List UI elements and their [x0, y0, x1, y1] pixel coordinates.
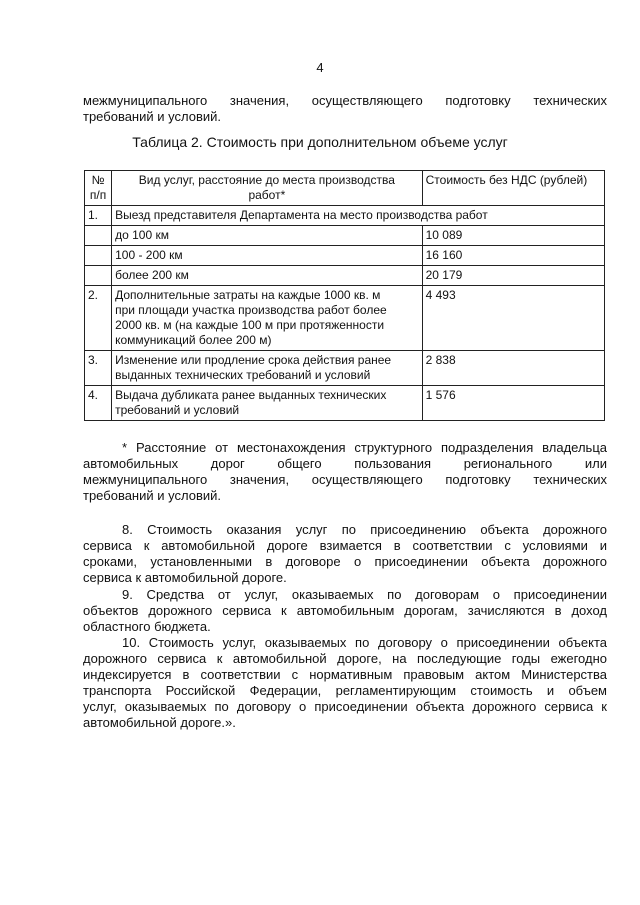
header-service-type-line: работ*	[248, 188, 286, 202]
row-service-line: коммуникаций более 200 м)	[115, 333, 272, 347]
header-number-line: п/п	[89, 188, 107, 202]
distance-label: более 200 км	[112, 266, 423, 286]
row-number: 1.	[85, 206, 112, 226]
header-number-line: №	[91, 173, 105, 187]
paragraph-line: сервиса к автомобильной дороге.	[83, 570, 287, 585]
row-service-line: требований и условий	[115, 403, 240, 417]
row-service-line: Дополнительные затраты на каждые 1000 кв. м	[115, 288, 381, 302]
row-number-empty	[85, 226, 112, 246]
table-subrow	[85, 246, 605, 266]
table-title: Таблица 2. Стоимость при дополнительном объеме услуг	[132, 134, 508, 150]
row-service	[112, 286, 423, 351]
footnote	[83, 440, 607, 504]
row-number-empty	[85, 246, 112, 266]
paragraph-line: 9. Средства от услуг, оказываемых по договорам о присоединении	[122, 587, 607, 602]
paragraph-line: услуг, оказываемых по договору о присоединении объекта дорожного сервиса к	[83, 699, 607, 714]
intro-paragraph	[83, 93, 607, 125]
table-row	[85, 286, 605, 351]
paragraph-8	[83, 522, 607, 586]
table-header-row	[85, 171, 605, 206]
footnote-line: автомобильных дорог общего пользования регионального или	[83, 456, 607, 471]
row-service: Выезд представителя Департамента на место производства работ	[112, 206, 605, 226]
header-service-type-line: Вид услуг, расстояние до места производства	[138, 173, 395, 187]
page-number: 4	[316, 60, 324, 75]
row-number: 2.	[85, 286, 112, 351]
paragraph-line: сервиса к автомобильной дороге взимается в соответствии с условиями и	[83, 538, 607, 553]
paragraph-line: транспорта Российской Федерации, регламентирующим стоимость и объем	[83, 683, 607, 698]
cost-value: 4 493	[422, 286, 604, 351]
row-service-line: при площади участка производства работ более	[115, 303, 387, 317]
paragraph-10	[83, 635, 607, 731]
distance-label: 100 - 200 км	[112, 246, 423, 266]
row-number: 4.	[85, 386, 112, 421]
paragraph-9	[83, 587, 607, 635]
table-row	[85, 386, 605, 421]
distance-label: до 100 км	[112, 226, 423, 246]
cost-value: 16 160	[422, 246, 604, 266]
intro-line: требований и условий.	[83, 109, 221, 124]
paragraph-line: областного бюджета.	[83, 619, 211, 634]
services-cost-table	[84, 170, 605, 421]
row-service-line: 2000 кв. м (на каждые 100 м при протяженности	[115, 318, 385, 332]
cost-value: 1 576	[422, 386, 604, 421]
row-service-line: Выдача дубликата ранее выданных технических	[115, 388, 387, 402]
paragraph-line: 8. Стоимость оказания услуг по присоединению объекта дорожного	[122, 522, 607, 537]
row-number-empty	[85, 266, 112, 286]
paragraph-line: индексируется в соответствии с нормативным правовым актом Министерства	[83, 667, 607, 682]
row-service-line: Изменение или продление срока действия ранее	[115, 353, 392, 367]
cost-value: 10 089	[422, 226, 604, 246]
header-service-type	[112, 171, 423, 206]
paragraph-line: дорожного сервиса к автомобильной дороге, на последующие годы ежегодно	[83, 651, 607, 666]
header-cost: Стоимость без НДС (рублей)	[422, 171, 604, 206]
table-row	[85, 351, 605, 386]
paragraph-line: 10. Стоимость услуг, оказываемых по договору о присоединении объекта	[122, 635, 607, 650]
row-service	[112, 386, 423, 421]
paragraph-line: автомобильной дороге.».	[83, 715, 236, 730]
footnote-line: требований и условий.	[83, 488, 221, 503]
footnote-line: межмуниципального значения, осуществляющего подготовку технических	[83, 472, 607, 487]
table-row	[85, 206, 605, 226]
row-service-line: выданных технических требований и условий	[115, 368, 371, 382]
paragraph-line: объектов дорожного сервиса к автомобильным дорогам, зачисляются в доход	[83, 603, 607, 618]
paragraph-line: сроками, установленными в договоре о присоединении объекта дорожного	[83, 554, 607, 569]
footnote-line: * Расстояние от местонахождения структурного подразделения владельца	[122, 440, 607, 455]
intro-line: межмуниципального значения, осуществляющего подготовку технических	[83, 93, 607, 108]
row-number: 3.	[85, 351, 112, 386]
cost-value: 20 179	[422, 266, 604, 286]
table-subrow	[85, 266, 605, 286]
row-service	[112, 351, 423, 386]
header-number	[85, 171, 112, 206]
cost-value: 2 838	[422, 351, 604, 386]
table-subrow	[85, 226, 605, 246]
